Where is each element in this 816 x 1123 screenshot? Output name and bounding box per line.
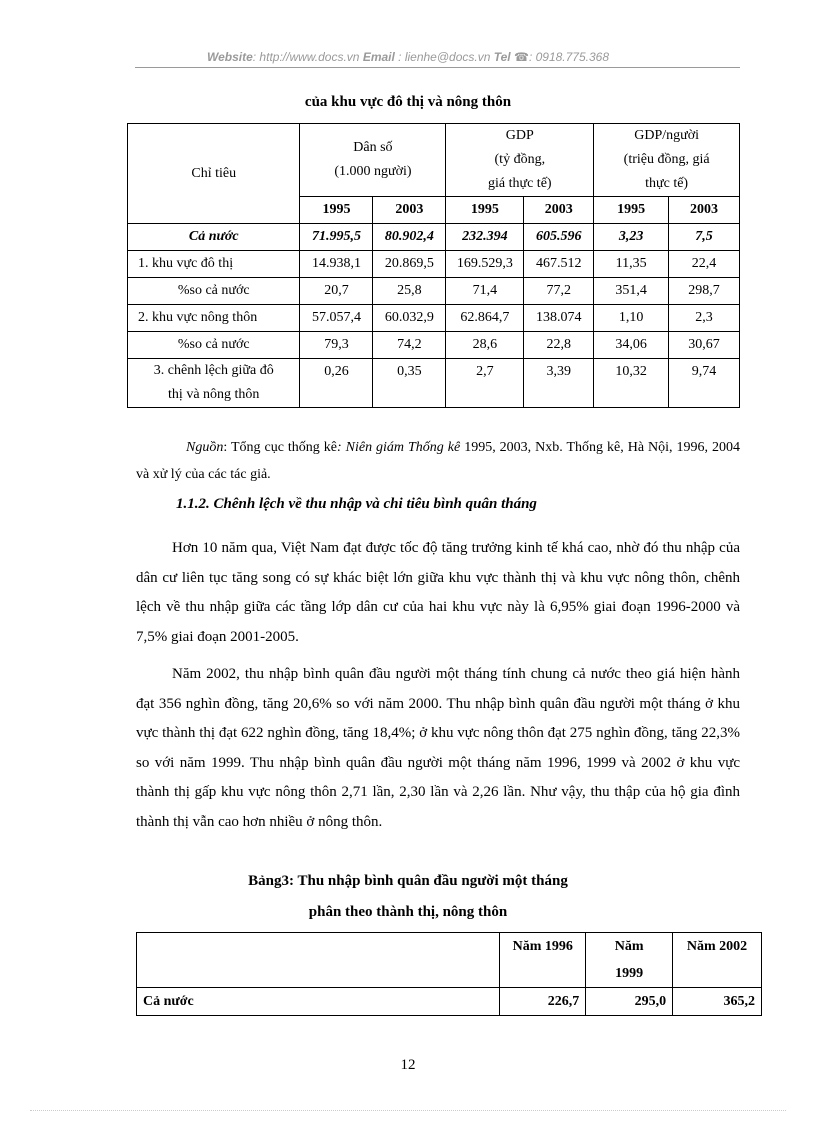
table-cell: 351,4 xyxy=(594,278,669,305)
website-url: : http://www.docs.vn xyxy=(252,50,363,64)
source-details: 1995, 2003, Nxb. Thống kê, Hà Nội, 1996, 2004 và xử lý của các tác giả. xyxy=(136,440,740,482)
table-row xyxy=(128,332,740,359)
table3-caption: Bảng3: Thu nhập bình quân đầu người một tháng xyxy=(248,873,568,889)
row-label: Cả nước xyxy=(137,988,500,1016)
table-cell: 20,7 xyxy=(300,278,373,305)
header-gdp-per-capita: GDP/người (triệu đồng, giá thực tế) xyxy=(594,124,740,197)
table-cell: 0,35 xyxy=(373,359,446,408)
table-cell: 77,2 xyxy=(524,278,594,305)
phone-icon: ☎ xyxy=(513,50,529,64)
table-cell: 71.995,5 xyxy=(300,224,373,251)
table-cell: 169.529,3 xyxy=(446,251,524,278)
table-row xyxy=(128,305,740,332)
table-cell: 20.869,5 xyxy=(373,251,446,278)
table-cell: 2,7 xyxy=(446,359,524,408)
header-population: Dân số (1.000 người) xyxy=(300,124,446,197)
year-cell: 1995 xyxy=(594,197,669,224)
table-cell: 10,32 xyxy=(594,359,669,408)
table-cell: 22,4 xyxy=(669,251,740,278)
table3-subcaption: phân theo thành thị, nông thôn xyxy=(308,904,508,920)
year-cell: 1995 xyxy=(446,197,524,224)
table-cell: 22,8 xyxy=(524,332,594,359)
table-cell: 226,7 xyxy=(500,988,586,1016)
email-label: Email xyxy=(362,50,395,64)
table-cell: 298,7 xyxy=(669,278,740,305)
table-cell: 60.032,9 xyxy=(373,305,446,332)
header-2002: Năm 2002 xyxy=(673,933,762,988)
paragraph: Hơn 10 năm qua, Việt Nam đạt được tốc độ tăng trưởng kinh tế khá cao, nhờ đó thu nhập của dân cư liên tục tăng song có sự khác biệt lớn giữa khu vực thành thị và khu vực nông thôn, chênh lệch về thu nhập giữa các tầng lớp dân cư của hai khu vực này là 6,95% giai đoạn 1996-2000 và 7,5% giai đoạn 2001-2005. xyxy=(136,540,740,645)
tel-label: Tel xyxy=(493,50,511,64)
source-title: : Niên giám Thống kê xyxy=(336,440,461,455)
table-cell: 295,0 xyxy=(586,988,673,1016)
row-label: 2. khu vực nông thôn xyxy=(128,305,300,332)
tel-number: : 0918.775.368 xyxy=(528,50,610,64)
table-cell: 14.938,1 xyxy=(300,251,373,278)
table-cell: 467.512 xyxy=(524,251,594,278)
table-row xyxy=(128,251,740,278)
source-label: Nguồn xyxy=(186,440,224,455)
table-row xyxy=(137,988,762,1016)
table3 xyxy=(136,932,762,1016)
website-label: Website xyxy=(206,50,253,64)
table-cell: 25,8 xyxy=(373,278,446,305)
year-cell: 2003 xyxy=(524,197,594,224)
table1-caption: của khu vực đô thị và nông thôn xyxy=(304,94,512,110)
page-bottom-border xyxy=(30,1110,786,1111)
table-cell: 9,74 xyxy=(669,359,740,408)
year-cell: 2003 xyxy=(373,197,446,224)
email-address: : lienhe@docs.vn xyxy=(394,50,494,64)
table-row xyxy=(128,224,740,251)
section-title: 1.1.2. Chênh lệch về thu nhập và chi tiêu bình quân tháng xyxy=(176,496,537,512)
table-cell: 28,6 xyxy=(446,332,524,359)
paragraph: Năm 2002, thu nhập bình quân đầu người một tháng tính chung cả nước theo giá hiện hành đạt 356 nghìn đồng, tăng 20,6% so với năm 2000. Thu nhập bình quân đầu người một tháng ở khu vực thành thị đạt 622 nghìn đồng, tăng 18,4%; ở khu vực nông thôn đạt 275 nghìn đồng, tăng 22,3% so với năm 1999. Thu nhập bình quân đầu người một tháng năm 1996, 1999 và 2002 ở khu vực thành thị gấp khu vực nông thôn 2,71 lần, 2,30 lần và 2,26 lần. Như vậy, thu thập của hộ gia đình thành thị vẫn cao hơn nhiều ở nông thôn. xyxy=(136,666,740,830)
table-cell: 7,5 xyxy=(669,224,740,251)
row-label: 3. chênh lệch giữa đô thị và nông thôn xyxy=(128,359,300,408)
table-cell: 0,26 xyxy=(300,359,373,408)
table-cell: 365,2 xyxy=(673,988,762,1016)
row-label: %so cả nước xyxy=(128,332,300,359)
table-cell: 74,2 xyxy=(373,332,446,359)
table-cell: 3,23 xyxy=(594,224,669,251)
table-cell: 3,39 xyxy=(524,359,594,408)
empty-header-cell xyxy=(137,933,500,988)
table-cell: 79,3 xyxy=(300,332,373,359)
source-text: : Tổng cục thống kê xyxy=(223,440,337,455)
table-row xyxy=(128,278,740,305)
header-gdp: GDP (tỷ đồng, giá thực tế) xyxy=(446,124,594,197)
page-header xyxy=(0,50,816,64)
table-cell: 605.596 xyxy=(524,224,594,251)
table-cell: 11,35 xyxy=(594,251,669,278)
header-indicator: Chỉ tiêu xyxy=(128,124,300,224)
table-cell: 57.057,4 xyxy=(300,305,373,332)
table-cell: 62.864,7 xyxy=(446,305,524,332)
header-1996: Năm 1996 xyxy=(500,933,586,988)
table-cell: 71,4 xyxy=(446,278,524,305)
row-label: %so cả nước xyxy=(128,278,300,305)
header-divider xyxy=(135,67,740,68)
table-cell: 232.394 xyxy=(446,224,524,251)
table-cell: 80.902,4 xyxy=(373,224,446,251)
table-cell: 138.074 xyxy=(524,305,594,332)
row-label: Cả nước xyxy=(128,224,300,251)
year-cell: 2003 xyxy=(669,197,740,224)
table-row xyxy=(128,359,740,408)
header-1999: Năm 1999 xyxy=(586,933,673,988)
table1 xyxy=(127,123,740,408)
table-cell: 1,10 xyxy=(594,305,669,332)
source-note xyxy=(136,434,740,488)
row-label: 1. khu vực đô thị xyxy=(128,251,300,278)
table-cell: 2,3 xyxy=(669,305,740,332)
year-cell: 1995 xyxy=(300,197,373,224)
table-cell: 34,06 xyxy=(594,332,669,359)
page-number: 12 xyxy=(400,1057,416,1073)
table-cell: 30,67 xyxy=(669,332,740,359)
